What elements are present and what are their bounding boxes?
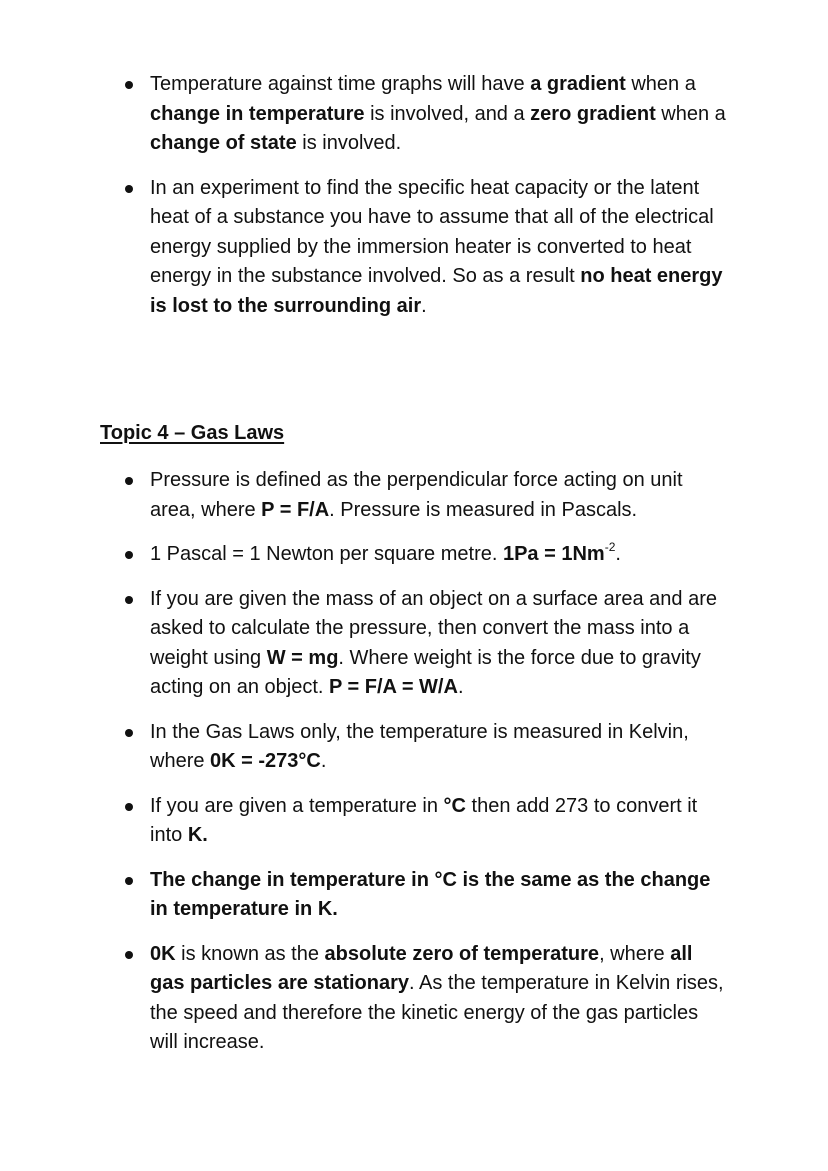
bullet-list-thermal	[150, 70, 730, 321]
bullet-dot-icon	[125, 803, 133, 811]
bullet-item: In an experiment to find the specific heat capacity or the latent heat of a substance you have to assume that all of the electrical energy supplied by the immersion heater is converted to heat energy in the substance involved. So as a result no heat energy is lost to the surrounding air.	[150, 174, 730, 322]
bullet-dot-icon	[125, 729, 133, 737]
bullet-item: 0K is known as the absolute zero of temperature, where all gas particles are stationary. As the temperature in Kelvin rises, the speed and therefore the kinetic energy of the gas particles will increase.	[150, 940, 730, 1058]
bullet-dot-icon	[125, 596, 133, 604]
section-heading: Topic 4 – Gas Laws	[100, 422, 285, 444]
bullet-item: 1 Pascal = 1 Newton per square metre. $1Pa = 1Nm^{-2}$.	[150, 540, 730, 570]
bullet-dot-icon	[125, 551, 133, 559]
bullet-dot-icon	[125, 877, 133, 885]
bullet-item: Temperature against time graphs will have a gradient when a change in temperature is involved, and a zero gradient when a change of state is involved.	[150, 70, 730, 159]
bullet-item: In the Gas Laws only, the temperature is measured in Kelvin, where 0K = -273°C.	[150, 718, 730, 777]
bullet-item: If you are given a temperature in °C then add 273 to convert it into K.	[150, 792, 730, 851]
bullet-item: The change in temperature in °C is the same as the change in temperature in K.	[150, 866, 730, 925]
bullet-item: Pressure is defined as the perpendicular force acting on unit area, where P = F/A. Pressure is measured in Pascals.	[150, 466, 730, 525]
bullet-dot-icon	[125, 951, 133, 959]
bullet-dot-icon	[125, 81, 133, 89]
bullet-item: If you are given the mass of an object on a surface area and are asked to calculate the pressure, then convert the mass into a weight using W = mg. Where weight is the force due to gravity acting on an object. P = F/A = W/A.	[150, 585, 730, 703]
bullet-dot-icon	[125, 185, 133, 193]
bullet-list-gas-laws	[150, 466, 730, 1058]
bullet-dot-icon	[125, 477, 133, 485]
